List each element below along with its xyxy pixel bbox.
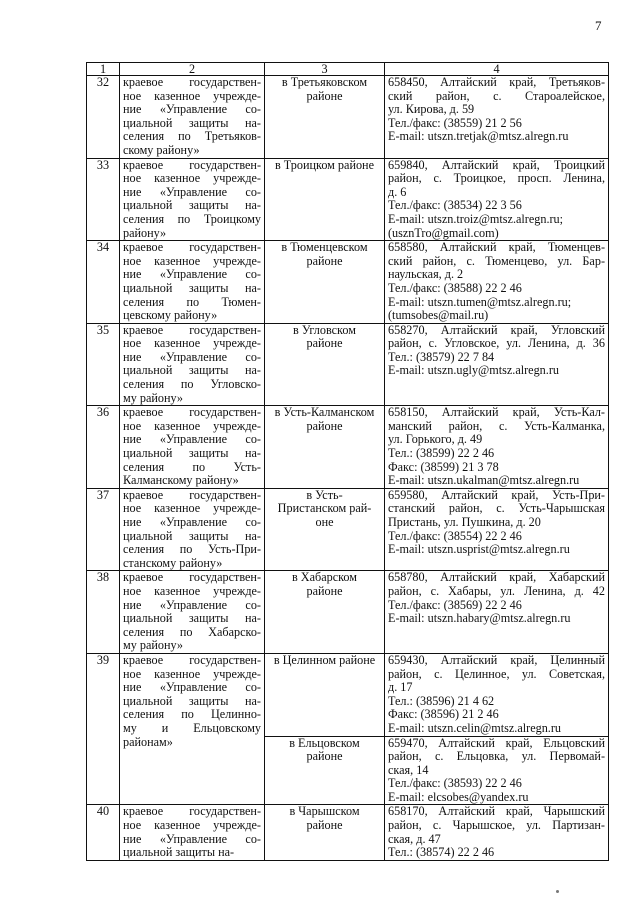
service-area-line: в Троицком районе	[275, 158, 374, 172]
row-number: 33	[87, 158, 120, 241]
organization-name-line: му и Ельцовскому	[123, 720, 261, 735]
phone-line: Тел./факс: (38569) 22 2 46	[388, 597, 522, 612]
phone-line: Тел./факс: (38559) 21 2 56	[388, 115, 522, 130]
organization-name-line: ное казенное учрежде-	[123, 171, 261, 186]
phone-line: Тел.: (38596) 21 4 62	[388, 693, 495, 708]
service-area-line: в Третьяковском	[281, 75, 368, 89]
row-number: 38	[87, 571, 120, 654]
organization-name-line: краевое государствен-	[123, 570, 261, 585]
phone-line: Тел.: (38599) 22 2 46	[388, 446, 495, 461]
contact-line: район, с. Чарышское, ул. Партизан-	[388, 818, 605, 833]
organization-name-line: циальной защиты на-	[123, 446, 261, 461]
table-row	[87, 323, 609, 406]
contact-line: ский район, с. Тюменцево, ул. Бар-	[388, 253, 605, 268]
contact-line: ская, д. 47	[388, 831, 441, 846]
table-row	[87, 805, 609, 860]
organization-name-line: ние «Управление со-	[123, 680, 261, 695]
table-row	[87, 158, 609, 241]
service-area-line: в Целинном районе	[273, 653, 376, 667]
email-line: E-mail: utszn.ugly@mtsz.alregn.ru	[388, 363, 559, 378]
service-area	[265, 406, 385, 489]
address-line: 658780, Алтайский край, Хабарский	[388, 570, 605, 585]
organization-name-line: краевое государствен-	[123, 488, 261, 502]
contact-line: ский район, с. Староалейское,	[388, 88, 605, 103]
service-area-line: районе	[306, 88, 343, 103]
organization-name	[120, 653, 265, 805]
column-number-2: 2	[120, 63, 265, 76]
service-area	[265, 805, 385, 860]
table-row	[87, 653, 609, 736]
row-number: 37	[87, 488, 120, 571]
fax-line: Факс: (38596) 21 2 46	[388, 707, 499, 722]
contact-line: (usznTro@gmail.com)	[388, 225, 499, 240]
address-line: 658580, Алтайский край, Тюменцев-	[388, 240, 605, 255]
organization-name-line: циальной защиты на-	[123, 611, 261, 626]
organization-name	[120, 76, 265, 159]
row-number: 39	[87, 653, 120, 805]
contact-details	[385, 76, 609, 159]
organization-name-line: краевое государствен-	[123, 405, 261, 420]
phone-line: Тел./факс: (38554) 22 2 46	[388, 528, 522, 543]
service-area	[265, 76, 385, 159]
organization-name-line: селения по Третьяков-	[123, 129, 261, 144]
organization-name-line: ное казенное учрежде-	[123, 253, 261, 268]
contact-details	[385, 571, 609, 654]
organization-name	[120, 323, 265, 406]
organization-name-line: циальной защиты на-	[123, 363, 261, 378]
row-number: 34	[87, 241, 120, 324]
service-area	[265, 736, 385, 805]
service-area-line: в Тюменцевском	[281, 240, 368, 255]
contact-line: район, с. Целинное, ул. Советская,	[388, 666, 605, 681]
organization-name-line: ное казенное учрежде-	[123, 666, 261, 681]
address-line: 658170, Алтайский край, Чарышский	[388, 804, 605, 819]
organization-name	[120, 571, 265, 654]
table-row	[87, 571, 609, 654]
organization-name-line: селения по Тюмен-	[123, 294, 261, 309]
service-area	[265, 488, 385, 571]
organization-name-line: ние «Управление со-	[123, 267, 261, 282]
organization-name-line: ние «Управление со-	[123, 831, 261, 846]
column-number-3: 3	[265, 63, 385, 76]
organization-name-line: краевое государствен-	[123, 804, 261, 819]
contact-details	[385, 488, 609, 571]
organization-name-line: ное казенное учрежде-	[123, 418, 261, 433]
organization-name-line: селения по Троицкому	[123, 211, 261, 226]
service-area-line: районе	[306, 583, 343, 598]
contact-line: район, с. Троицкое, просп. Ленина,	[388, 171, 605, 186]
organization-name-line: селения по Хабарско-	[123, 624, 261, 639]
contact-line: Пристань, ул. Пушкина, д. 20	[388, 515, 541, 529]
table-row	[87, 241, 609, 324]
email-line: E-mail: utszn.ukalman@mtsz.alregn.ru	[388, 473, 580, 488]
organization-name-line: краевое государствен-	[123, 158, 261, 172]
contact-line: (tumsobes@mail.ru)	[388, 308, 489, 323]
service-area	[265, 653, 385, 736]
contact-line: район, с. Ельцовка, ул. Первомай-	[388, 749, 605, 764]
contact-details	[385, 736, 609, 805]
column-number-4: 4	[385, 63, 609, 76]
organization-name-line: селения по Усть-	[123, 459, 261, 474]
organization-name-line: Калманскому району»	[123, 473, 239, 488]
service-area-line: районе	[306, 253, 343, 268]
contact-line: манский район, с. Усть-Калманка,	[388, 418, 605, 433]
phone-line: Тел./факс: (38534) 22 3 56	[388, 198, 522, 213]
organization-name-line: краевое государствен-	[123, 75, 261, 89]
email-line: E-mail: utszn.celin@mtsz.alregn.ru	[388, 720, 561, 735]
offices-table	[86, 62, 609, 861]
organization-name-line: ное казенное учрежде-	[123, 88, 261, 103]
phone-line: Тел.: (38579) 22 7 84	[388, 349, 495, 364]
contact-line: ул. Кирова, д. 59	[388, 102, 475, 117]
organization-name-line: селения по Усть-При-	[123, 542, 261, 557]
organization-name-line: ние «Управление со-	[123, 515, 261, 529]
email-line: E-mail: utszn.usprist@mtsz.alregn.ru	[388, 542, 570, 557]
email-line: E-mail: utszn.tumen@mtsz.alregn.ru;	[388, 294, 572, 309]
organization-name-line: краевое государствен-	[123, 240, 261, 255]
email-line: E-mail: elcsobes@yandex.ru	[388, 789, 529, 804]
table-row	[87, 406, 609, 489]
organization-name-line: селения по Угловско-	[123, 377, 261, 392]
organization-name-line: станскому району»	[123, 555, 223, 570]
contact-line: наульская, д. 2	[388, 267, 464, 282]
row-number: 36	[87, 406, 120, 489]
contact-details	[385, 158, 609, 241]
organization-name-line: цевскому району»	[123, 308, 218, 323]
organization-name-line: циальной защиты на-	[123, 198, 261, 213]
organization-name-line: ние «Управление со-	[123, 184, 261, 199]
table-row	[87, 488, 609, 571]
contact-line: д. 17	[388, 680, 413, 695]
organization-name	[120, 406, 265, 489]
organization-name-line: циальной защиты на-	[123, 280, 261, 295]
service-area-line: в Чарышском	[289, 804, 360, 819]
organization-name	[120, 805, 265, 860]
address-line: 659470, Алтайский край, Ельцовский	[388, 736, 605, 750]
email-line: E-mail: utszn.troiz@mtsz.alregn.ru;	[388, 211, 564, 226]
address-line: 659430, Алтайский край, Целинный	[388, 653, 605, 667]
organization-name-line: ние «Управление со-	[123, 102, 261, 117]
organization-name-line: краевое государствен-	[123, 653, 261, 667]
fax-line: Факс: (38599) 21 3 78	[388, 459, 499, 474]
service-area-line: районе	[306, 818, 343, 833]
row-number: 32	[87, 76, 120, 159]
contact-details	[385, 406, 609, 489]
service-area-line: в Хабарском	[291, 570, 357, 585]
service-area-line: в Усть-Калманском	[274, 405, 375, 420]
contact-line: д. 6	[388, 184, 407, 199]
row-number: 35	[87, 323, 120, 406]
service-area	[265, 241, 385, 324]
organization-name	[120, 241, 265, 324]
contact-line: ская, 14	[388, 762, 429, 777]
service-area	[265, 571, 385, 654]
organization-name-line: циальной защиты на-	[123, 115, 261, 130]
service-area-line: районе	[306, 418, 343, 433]
service-area-line: Пристанском рай-	[277, 501, 372, 516]
organization-name-line: районам»	[123, 734, 173, 749]
organization-name	[120, 158, 265, 241]
phone-line: Тел.: (38574) 22 2 46	[388, 845, 495, 860]
organization-name-line: циальной защиты на-	[123, 693, 261, 708]
contact-details	[385, 653, 609, 736]
contact-details	[385, 805, 609, 860]
phone-line: Тел./факс: (38593) 22 2 46	[388, 776, 522, 791]
contact-details	[385, 323, 609, 406]
service-area	[265, 158, 385, 241]
service-area-line: в Угловском	[293, 323, 356, 337]
contact-line: станский район, с. Усть-Чарышская	[388, 501, 605, 516]
email-line: E-mail: utszn.habary@mtsz.alregn.ru	[388, 611, 571, 626]
column-number-header-row	[87, 63, 609, 76]
service-area-line: районе	[306, 336, 343, 351]
table-row	[87, 76, 609, 159]
address-line: 659840, Алтайский край, Троицкий	[388, 158, 605, 172]
address-line: 658270, Алтайский край, Угловский	[388, 323, 605, 337]
email-line: E-mail: utszn.tretjak@mtsz.alregn.ru	[388, 129, 569, 144]
service-area	[265, 323, 385, 406]
organization-name-line: краевое государствен-	[123, 323, 261, 337]
organization-name-line: ние «Управление со-	[123, 597, 261, 612]
organization-name-line: селения по Целинно-	[123, 707, 261, 722]
address-line: 658450, Алтайский край, Третьяков-	[388, 75, 605, 89]
organization-name-line: скому району»	[123, 142, 200, 157]
row-number: 40	[87, 805, 120, 860]
organization-name-line: ное казенное учрежде-	[123, 583, 261, 598]
service-area-line: в Ельцовском	[289, 736, 360, 750]
organization-name-line: циальной защиты на-	[123, 528, 261, 543]
contact-line: район, с. Угловское, ул. Ленина, д. 36	[388, 336, 605, 351]
organization-name-line: му району»	[123, 390, 183, 405]
page-number: 7	[595, 18, 602, 33]
contact-line: ул. Горького, д. 49	[388, 432, 483, 447]
address-line: 658150, Алтайский край, Усть-Кал-	[388, 405, 605, 420]
organization-name-line: ное казенное учрежде-	[123, 501, 261, 516]
contact-line: район, с. Хабары, ул. Ленина, д. 42	[388, 583, 605, 598]
address-line: 659580, Алтайский край, Усть-При-	[388, 488, 605, 502]
column-number-1: 1	[87, 63, 120, 76]
service-area-line: в Усть-	[306, 488, 343, 502]
service-area-line: оне	[315, 515, 334, 529]
offices-table-body	[87, 63, 609, 861]
organization-name	[120, 488, 265, 571]
organization-name-line: му району»	[123, 638, 183, 653]
scan-speck	[556, 890, 559, 893]
organization-name-line: ное казенное учрежде-	[123, 818, 261, 833]
organization-name-line: циальной защиты на-	[123, 845, 235, 860]
phone-line: Тел./факс: (38588) 22 2 46	[388, 280, 522, 295]
contact-details	[385, 241, 609, 324]
organization-name-line: ние «Управление со-	[123, 432, 261, 447]
organization-name-line: району»	[123, 225, 167, 240]
service-area-line: районе	[306, 749, 343, 764]
organization-name-line: ние «Управление со-	[123, 349, 261, 364]
organization-name-line: ное казенное учрежде-	[123, 336, 261, 351]
